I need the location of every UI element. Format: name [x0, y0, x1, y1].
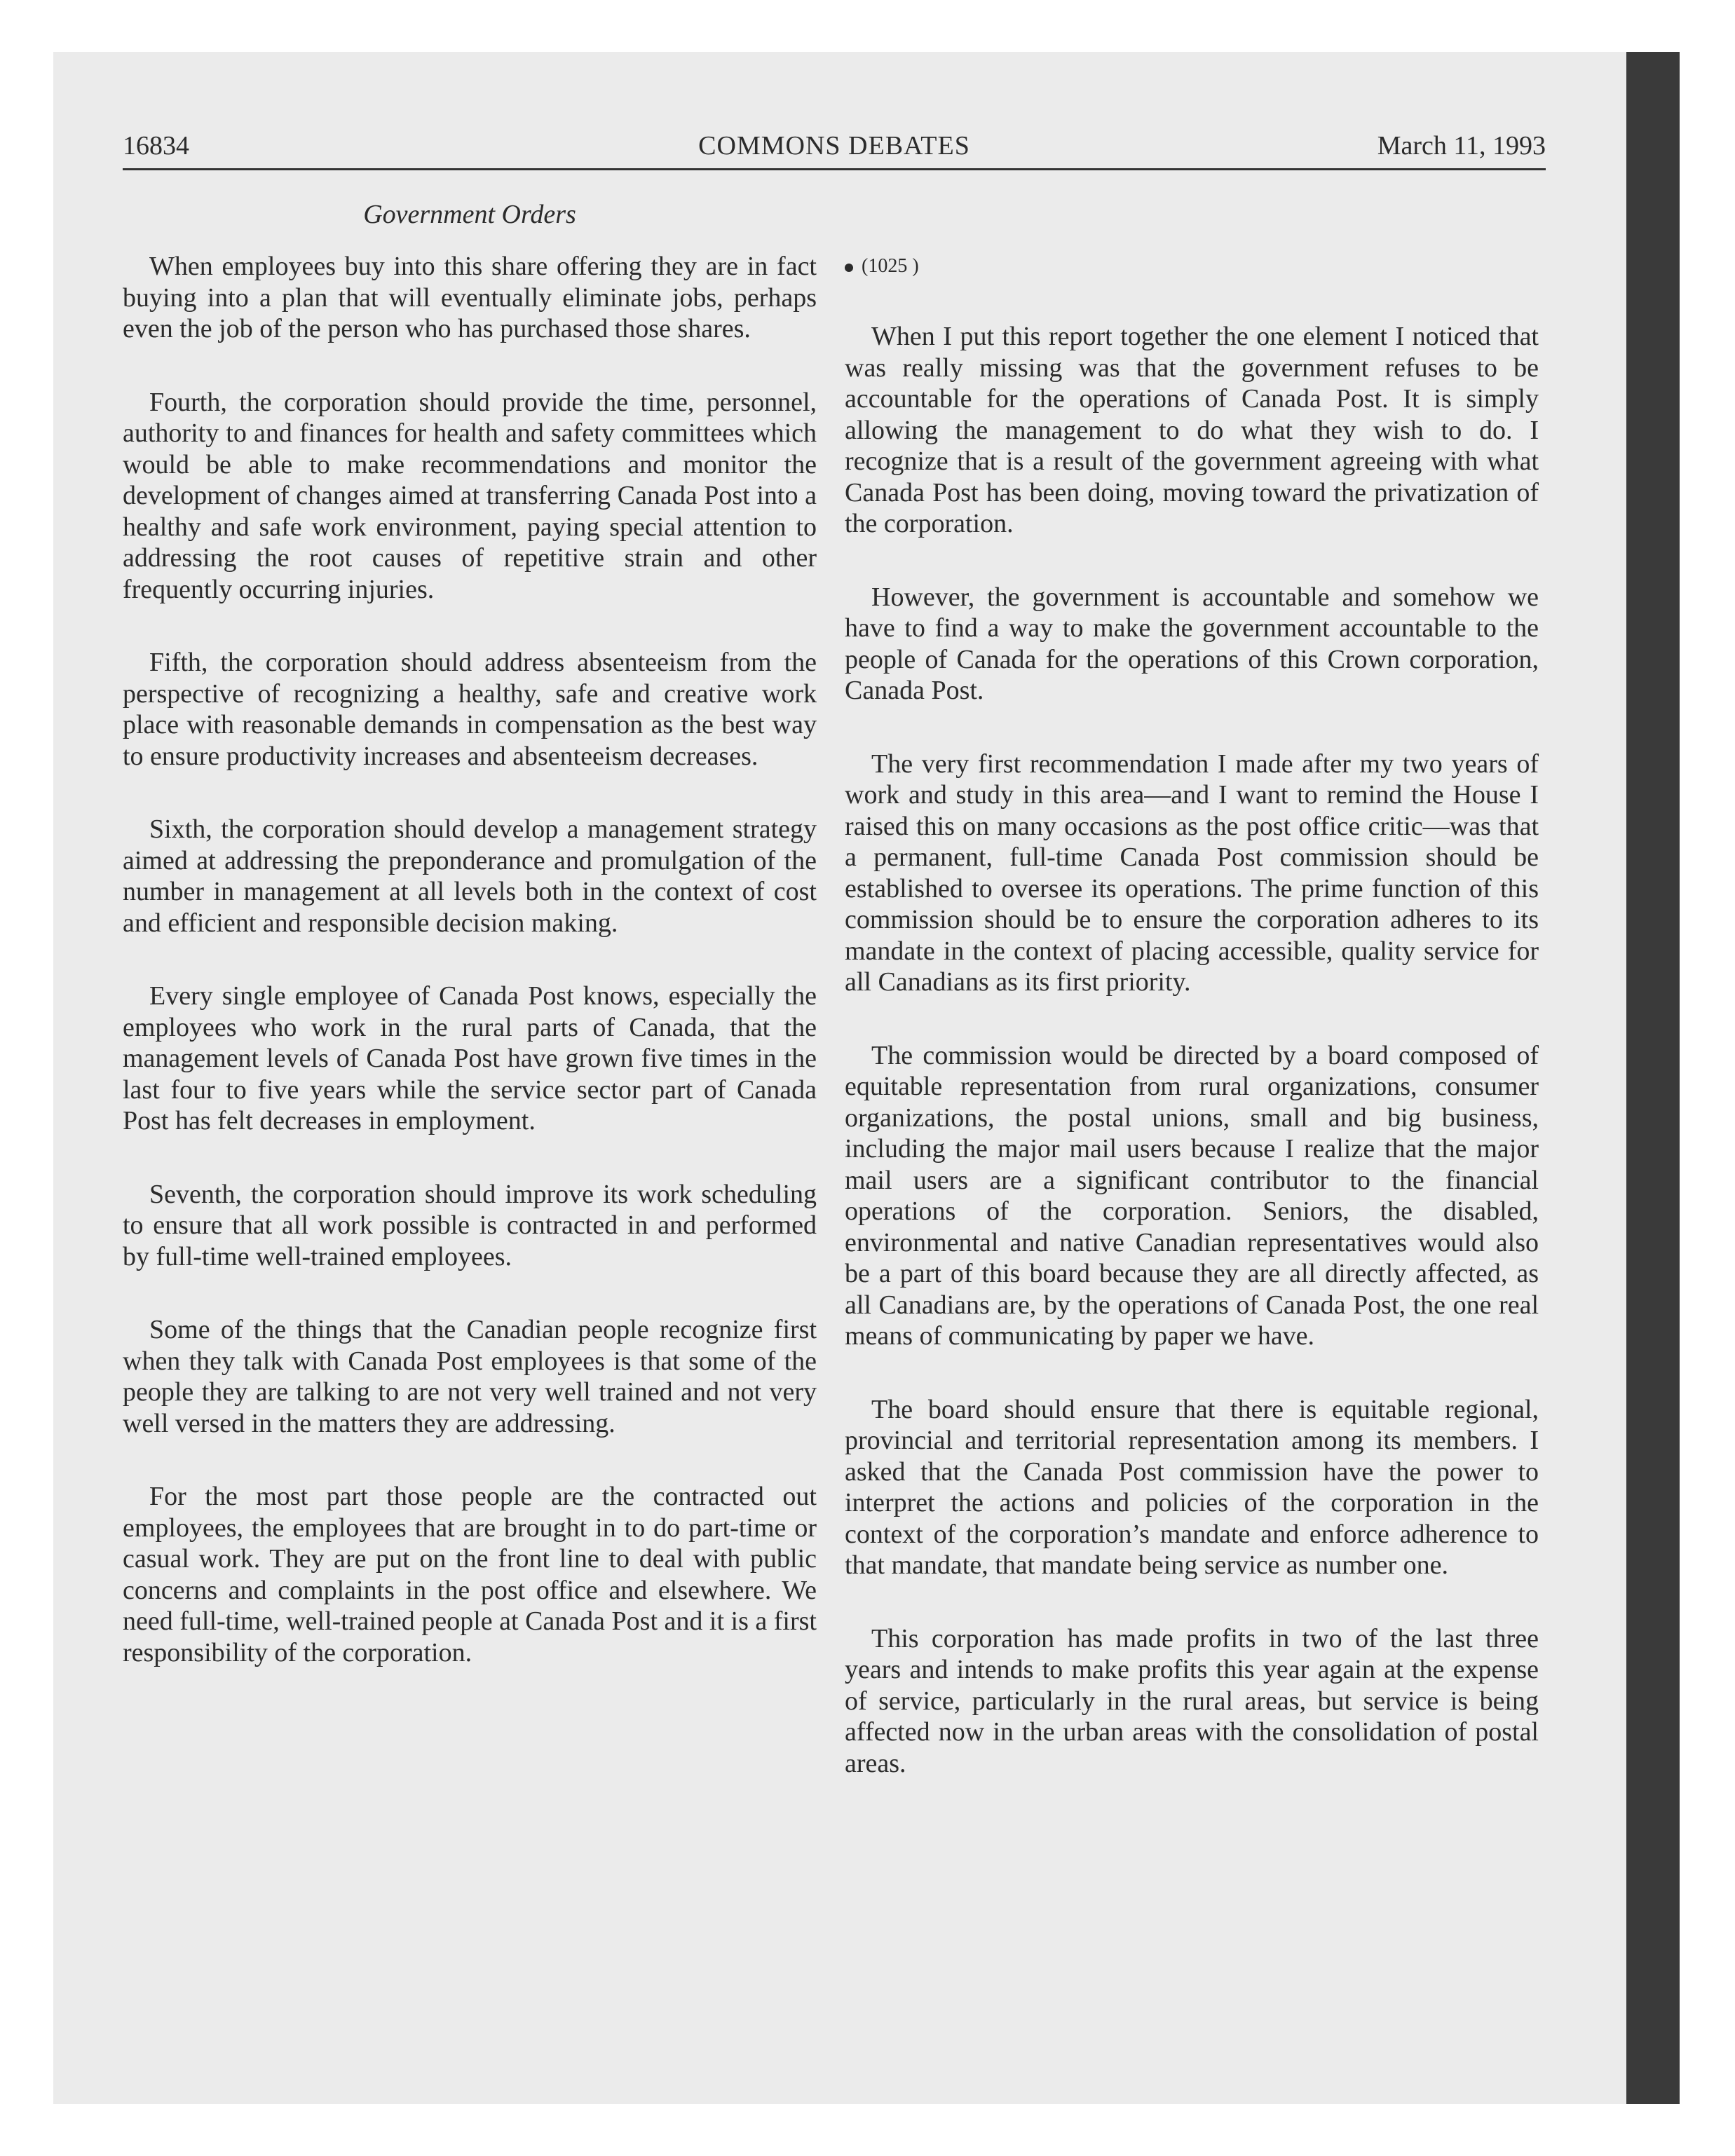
- page-header: [123, 126, 1546, 168]
- header-rule: [123, 168, 1546, 170]
- right-column: [845, 251, 1539, 1821]
- paragraph: Fifth, the corporation should address absenteeism from the perspective of recognizing a healthy, safe and creative work place with reasonable demands in compensation as the best way to ensure productivity increases and absenteeism decreases.: [123, 648, 817, 771]
- paragraph: Every single employee of Canada Post knows, especially the employees who work in the rural parts of Canada, that the management levels of Canada Post have grown five times in the last four to five years while the service sector part of Canada Post has felt decreases in employment.: [123, 981, 817, 1135]
- paragraph: Seventh, the corporation should improve its work scheduling to ensure that all work possible is contracted in and performed by full-time well-trained employees.: [123, 1179, 817, 1271]
- page-number: 16834: [123, 131, 189, 161]
- paragraph: This corporation has made profits in two of the last three years and intends to make profits this year again at the expense of service, particularly in the rural areas, but service is being affected now in the urban areas with the consolidation of postal areas.: [845, 1623, 1539, 1778]
- publication-title: COMMONS DEBATES: [698, 131, 970, 161]
- paragraph: For the most part those people are the contracted out employees, the employees that are brought in to do part-time or casual work. They are put on the front line to deal with public concerns and complaints in the post office and elsewhere. We need full-time, well-trained people at Canada Post and it is a first responsibility of the corporation.: [123, 1482, 817, 1667]
- paragraph: The board should ensure that there is equitable regional, provincial and territorial representation among its members. I asked that the Canada Post commission have the power to interpret the actions and policies of the corporation in the context of the corporation’s mandate and enforce adherence to that mandate, that mandate being service as number one.: [845, 1394, 1539, 1580]
- time-marker: [845, 251, 1539, 282]
- scan-edge: [1626, 52, 1680, 2104]
- paragraph: When employees buy into this share offering they are in fact buying into a plan that will eventually eliminate jobs, perhaps even the job of the person who has purchased those shares.: [123, 252, 817, 343]
- paragraph: However, the government is accountable and somehow we have to find a way to make the government accountable to the people of Canada for the operations of this Crown corporation, Canada Post.: [845, 582, 1539, 705]
- paragraph: Sixth, the corporation should develop a management strategy aimed at addressing the preponderance and promulgation of the number in management at all levels both in the context of cost and efficient and responsible decision making.: [123, 814, 817, 938]
- left-column: [123, 251, 817, 1710]
- paragraph: When I put this report together the one element I noticed that was really missing was that the government refuses to be accountable for the operations of Canada Post. It is simply allowing the management to do what they wish to do. I recognize that is a result of the government agreeing with what Canada Post has been doing, moving toward the privatization of the corporation.: [845, 322, 1539, 538]
- time-marker-text: (1025 ): [862, 255, 919, 277]
- publication-date: March 11, 1993: [1377, 131, 1546, 161]
- paragraph: The commission would be directed by a board composed of equitable representation from rural organizations, consumer organizations, the postal unions, small and big business, including the major mail users because I realize that the major mail users are a significant contributor to the financial operations of the corporation. Seniors, the disabled, environmental and native Canadian representatives would also be a part of this board because they are all directly affected, as all Canadians are, by the operations of Canada Post, the one real means of communicating by paper we have.: [845, 1040, 1539, 1351]
- bullet-icon: [845, 264, 853, 272]
- paragraph: Some of the things that the Canadian people recognize first when they talk with Canada Post employees is that some of the people they are talking to are not very well trained and not very well versed in the matters they are addressing.: [123, 1315, 817, 1438]
- paragraph: Fourth, the corporation should provide the time, personnel, authority to and finances for health and safety committees which would be able to make recommendations and monitor the development of changes aimed at transferring Canada Post into a healthy and safe work environment, paying special attention to addressing the root causes of repetitive strain and other frequently occurring injuries.: [123, 387, 817, 604]
- paragraph: The very first recommendation I made after my two years of work and study in this area—and I want to remind the House I raised this on many occasions as the post office critic—was that a permanent, full-time Canada Post commission should be established to oversee its operations. The prime function of this commission should be to ensure the corporation adheres to its mandate in the context of placing accessible, quality service for all Canadians as its first priority.: [845, 749, 1539, 997]
- section-title: Government Orders: [363, 200, 576, 229]
